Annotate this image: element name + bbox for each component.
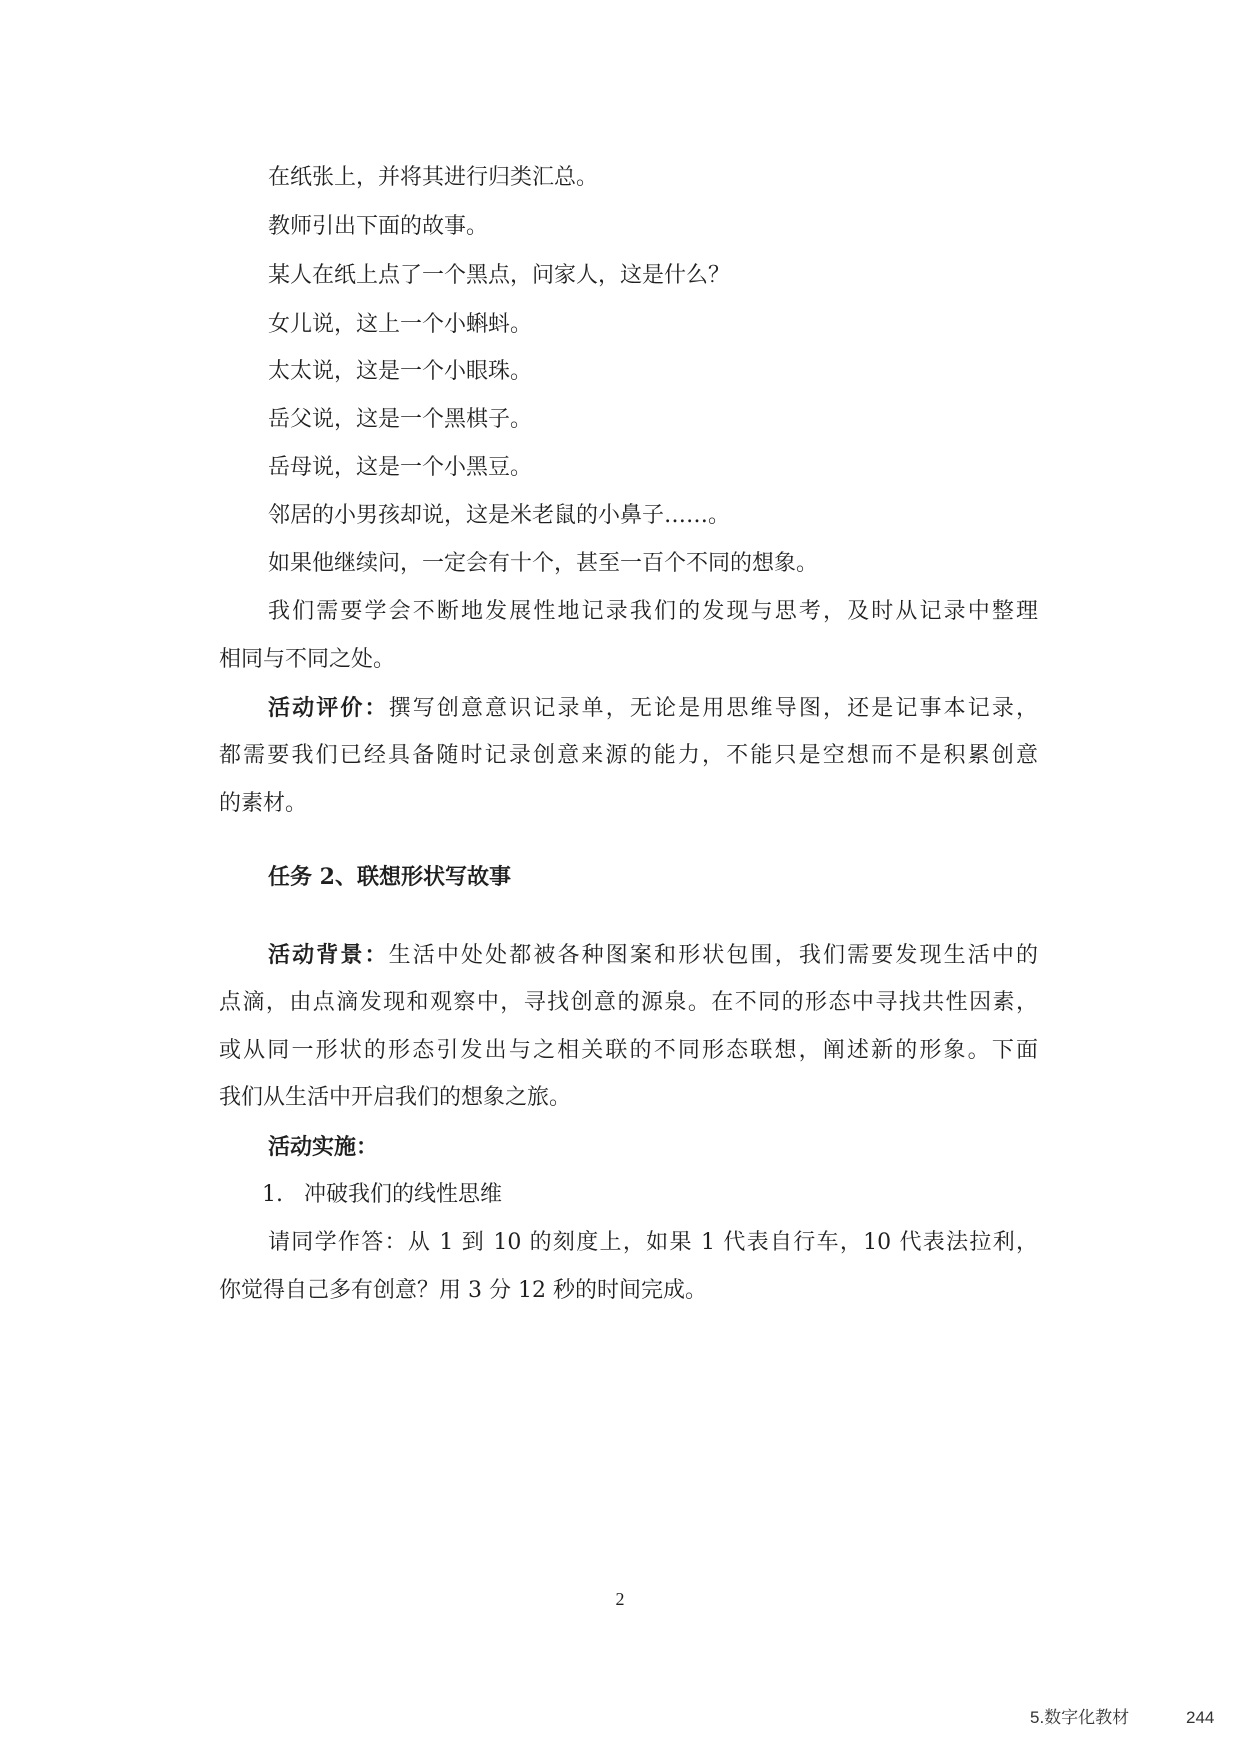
background-line (268, 940, 1038, 971)
paragraph-line: 相同与不同之处。 (219, 647, 396, 672)
implementation-label: 活动实施： (268, 1134, 379, 1160)
paragraph-line: 我们需要学会不断地发展性地记录我们的发现与思考，及时从记录中整理 (268, 599, 1038, 624)
background-label: 活动背景： (268, 942, 389, 968)
evaluation-label: 活动评价： (268, 695, 389, 721)
story-line: 岳母说，这是一个小黑豆。 (268, 455, 533, 480)
evaluation-line (268, 693, 1038, 724)
paragraph-line: 的素材。 (219, 791, 308, 816)
paragraph-line: 都需要我们已经具备随时记录创意来源的能力，不能只是空想而不是积累创意 (219, 743, 1038, 768)
story-line: 如果他继续问，一定会有十个，甚至一百个不同的想象。 (268, 551, 819, 576)
background-text: 生活中处处都被各种图案和形状包围，我们需要发现生活中的 (388, 943, 1038, 968)
story-line: 女儿说，这上一个小蝌蚪。 (268, 312, 533, 337)
list-item (262, 1180, 502, 1210)
task-heading: 任务 2、联想形状写故事 (268, 864, 511, 890)
page-number: 2 (615, 1589, 625, 1609)
story-line: 邻居的小男孩却说，这是米老鼠的小鼻子……。 (268, 503, 731, 528)
footer-page-number: 244 (1186, 1708, 1215, 1727)
paragraph-line: 请同学作答：从 1 到 10 的刻度上，如果 1 代表自行车，10 代表法拉利， (268, 1230, 1038, 1255)
paragraph-line: 点滴，由点滴发现和观察中，寻找创意的源泉。在不同的形态中寻找共性因素， (219, 990, 1038, 1015)
paragraph-line: 你觉得自己多有创意？用 3 分 12 秒的时间完成。 (219, 1278, 707, 1303)
paragraph-line: 我们从生活中开启我们的想象之旅。 (219, 1085, 572, 1110)
paragraph-line: 或从同一形状的形态引发出与之相关联的不同形态联想，阐述新的形象。下面 (219, 1038, 1038, 1063)
footer-label: 5.数字化教材 (1030, 1708, 1130, 1727)
story-line: 岳父说，这是一个黑棋子。 (268, 407, 533, 432)
list-item-number: 1. (262, 1182, 283, 1207)
evaluation-text: 撰写创意意识记录单，无论是用思维导图，还是记事本记录， (388, 696, 1038, 721)
story-line: 某人在纸上点了一个黑点，问家人，这是什么？ (268, 263, 731, 288)
paragraph-line: 教师引出下面的故事。 (268, 214, 489, 239)
list-item-text: 冲破我们的线性思维 (304, 1182, 503, 1207)
story-line: 太太说，这是一个小眼珠。 (268, 359, 533, 384)
paragraph-line: 在纸张上，并将其进行归类汇总。 (268, 165, 599, 190)
